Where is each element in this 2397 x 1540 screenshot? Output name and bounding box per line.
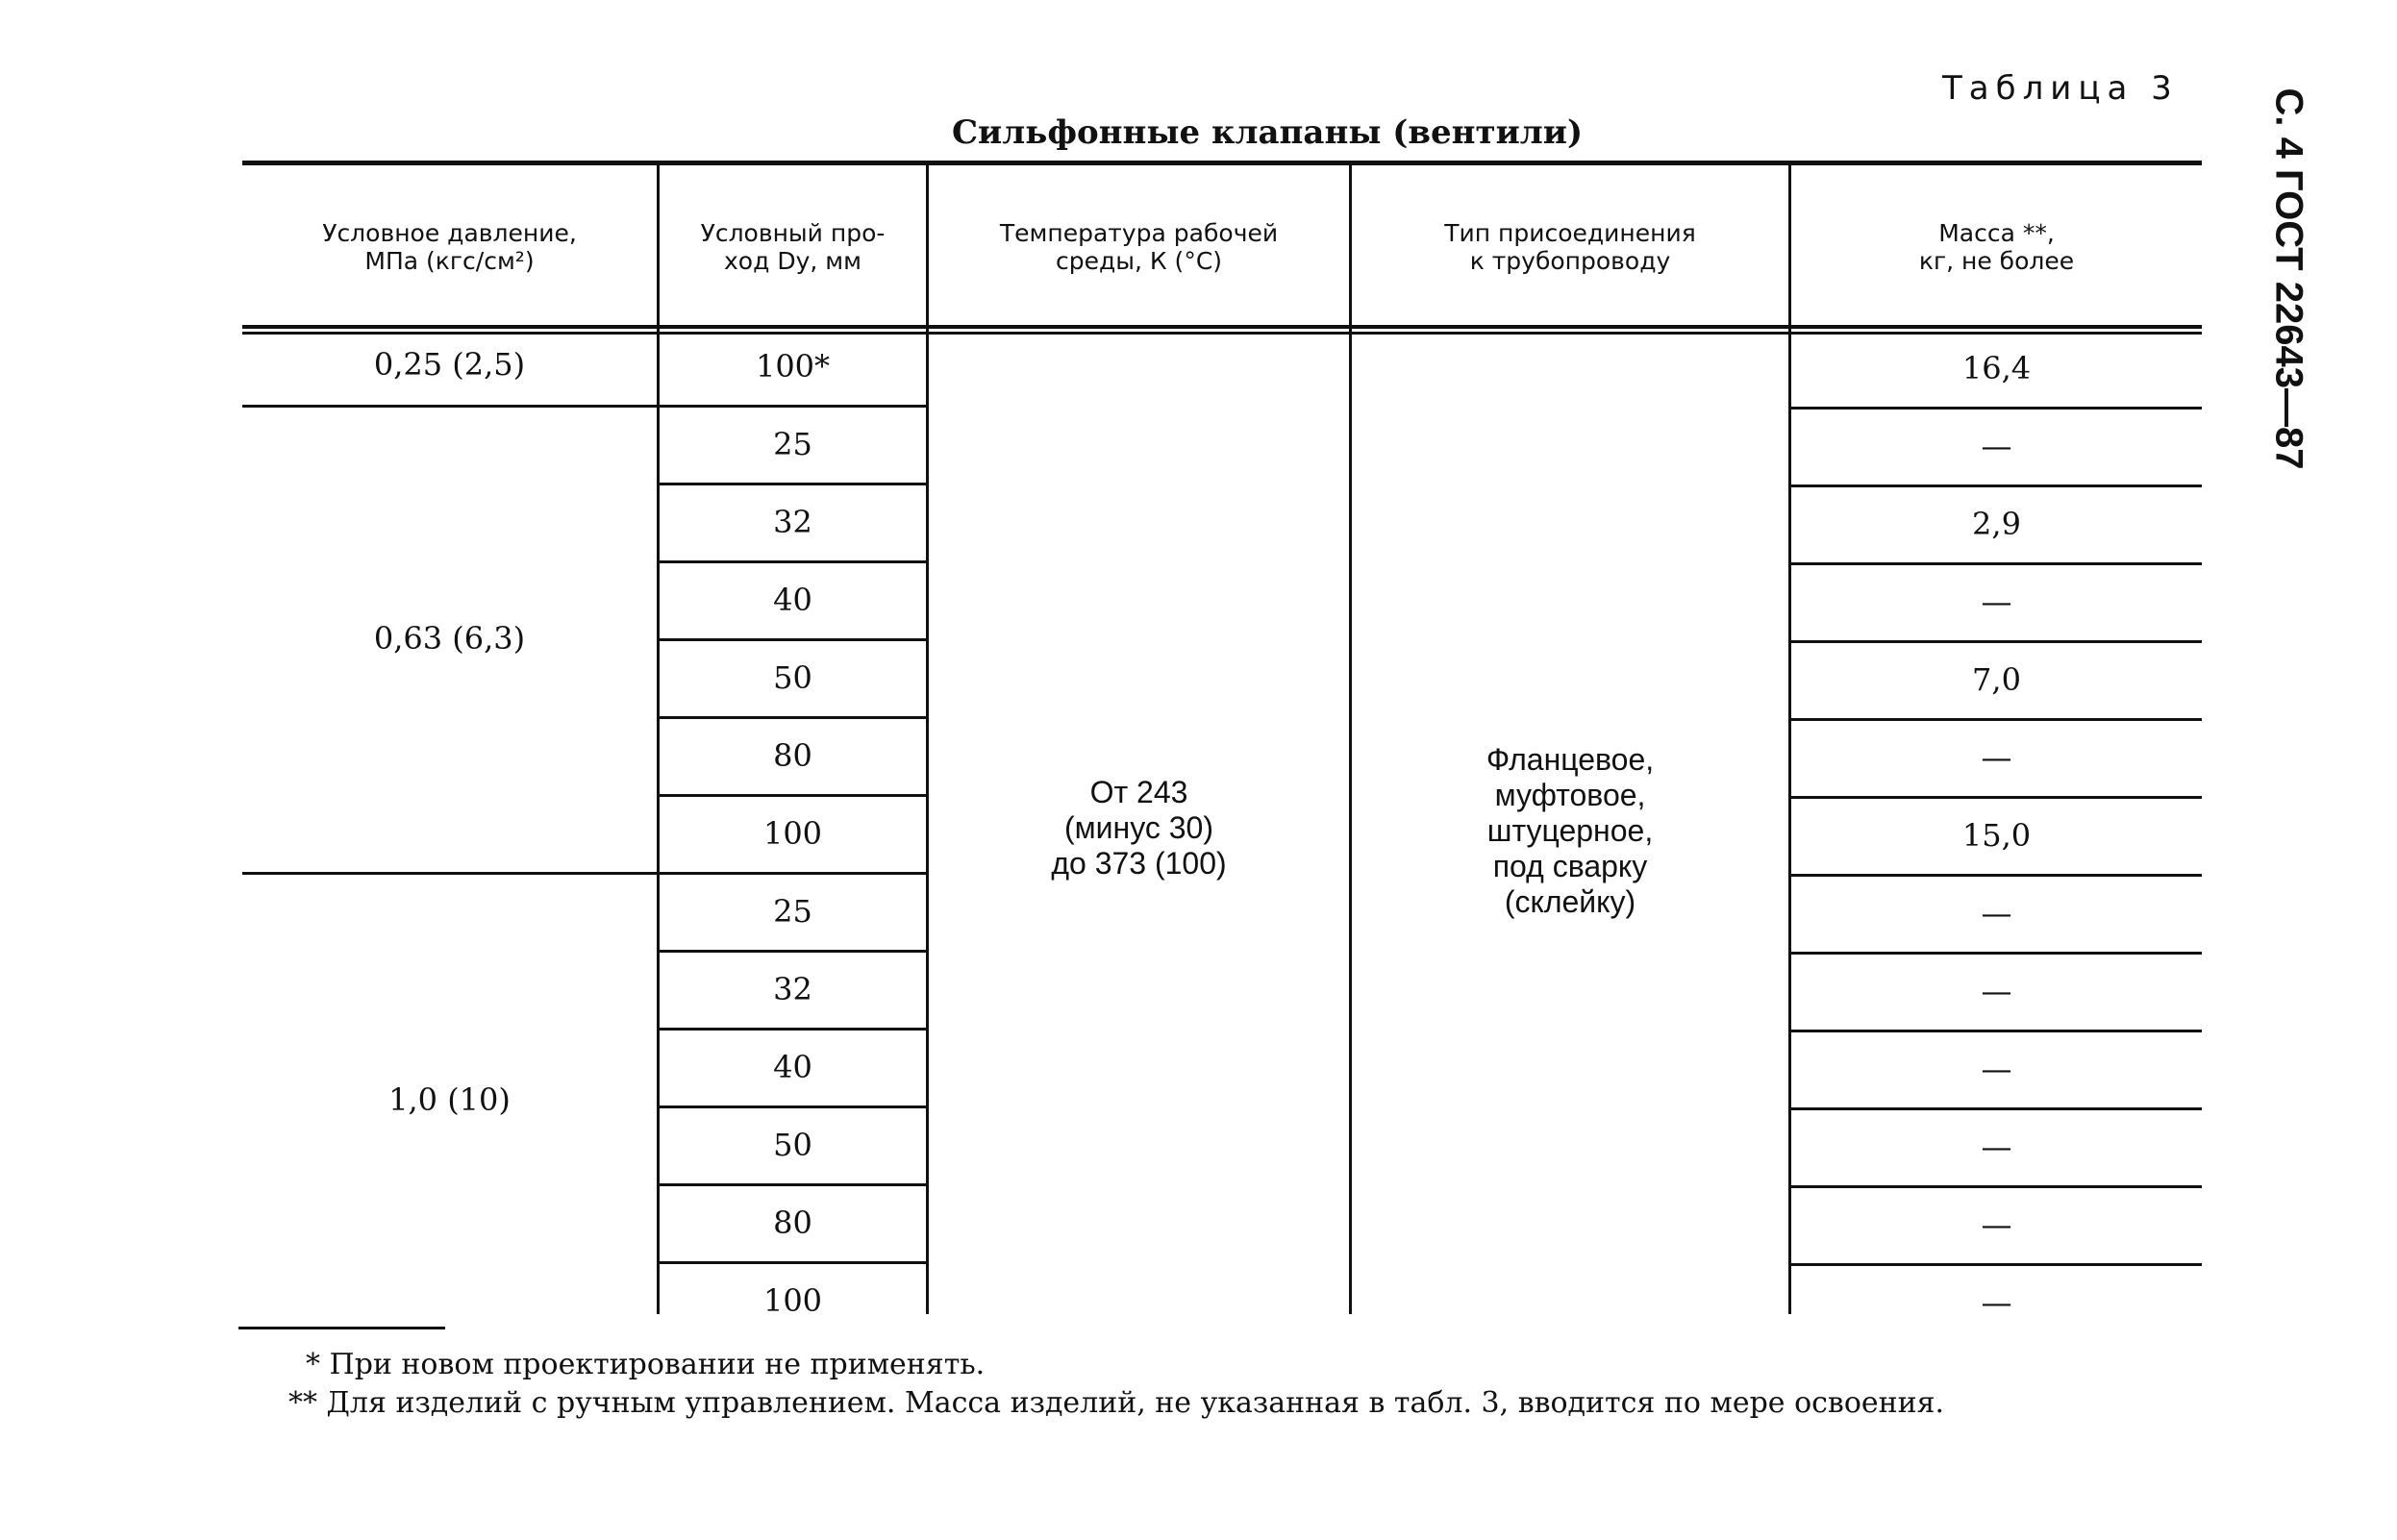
header-temperature-line: среды, К (°С)	[1055, 247, 1223, 275]
mass-cell: 15,0	[1961, 817, 2032, 854]
header-pressure-line: МПа (кгс/см²)	[364, 247, 535, 275]
header-bore	[660, 219, 926, 275]
row-divider	[660, 794, 926, 797]
row-divider	[1791, 874, 2202, 877]
row-divider	[1791, 718, 2202, 721]
header-connection	[1352, 219, 1788, 275]
footnote: * При новом проектировании не применять.	[306, 1348, 986, 1381]
mass-cell: —	[1981, 1129, 2012, 1165]
column-divider	[926, 165, 929, 1314]
row-divider	[660, 405, 926, 408]
connection-line: (склейку)	[1504, 884, 1636, 919]
bore-cell: 100	[762, 815, 823, 852]
connection-value	[1352, 742, 1788, 920]
temperature-line: От 243	[1089, 775, 1188, 809]
header-connection-line: к трубопроводу	[1469, 247, 1671, 275]
bore-cell: 80	[773, 737, 812, 774]
bore-cell: 100	[762, 1282, 823, 1319]
footnote: ** Для изделий с ручным управлением. Масса изделий, не указанная в табл. 3, вводится по мере освоения.	[288, 1386, 1945, 1420]
row-divider	[1791, 407, 2202, 410]
page-header	[2255, 77, 2322, 481]
temperature-line: (минус 30)	[1064, 810, 1213, 845]
pressure-group: 1,0 (10)	[388, 1081, 511, 1118]
bore-cell: 100*	[755, 348, 831, 385]
row-divider	[1791, 1030, 2202, 1032]
header-pressure-line: Условное давление,	[322, 219, 577, 247]
row-divider	[1791, 952, 2202, 955]
header-mass	[1791, 219, 2202, 275]
mass-cell: —	[1981, 895, 2012, 931]
row-divider	[1791, 640, 2202, 643]
temperature-line: до 373 (100)	[1051, 846, 1227, 881]
bore-cell: 40	[773, 582, 812, 618]
bore-cell: 25	[773, 426, 812, 462]
mass-cell: —	[1981, 584, 2012, 620]
page-header-text: С. 4 ГОСТ 22643—87	[2267, 87, 2310, 470]
column-divider	[1349, 165, 1352, 1314]
bore-cell: 25	[773, 893, 812, 930]
header-bore-line: ход Dу, мм	[724, 247, 861, 275]
header-connection-line: Тип присоединения	[1444, 219, 1696, 247]
row-divider	[660, 483, 926, 485]
bore-cell: 80	[773, 1205, 812, 1241]
row-divider	[660, 1261, 926, 1264]
mass-cell: —	[1981, 1206, 2012, 1243]
header-rule-1	[242, 325, 2202, 329]
top-rule	[242, 161, 2202, 165]
row-divider	[660, 560, 926, 563]
row-divider	[660, 638, 926, 641]
footnote-rule	[238, 1327, 445, 1329]
row-divider	[1791, 562, 2202, 565]
row-divider	[1791, 1185, 2202, 1188]
row-divider	[660, 872, 926, 875]
mass-cell: —	[1981, 428, 2012, 464]
bore-cell: 32	[773, 504, 812, 540]
temperature-value	[929, 775, 1349, 882]
header-temperature-line: Температура рабочей	[999, 219, 1279, 247]
bore-cell: 40	[773, 1049, 812, 1085]
group-divider	[242, 405, 657, 408]
bore-cell: 50	[773, 659, 812, 696]
connection-line: Фланцевое,	[1486, 742, 1655, 777]
pressure-group: 0,25 (2,5)	[373, 346, 526, 383]
row-divider	[660, 1183, 926, 1186]
row-divider	[1791, 1107, 2202, 1110]
pressure-group: 0,63 (6,3)	[373, 620, 526, 657]
row-divider	[660, 950, 926, 953]
group-divider	[242, 872, 657, 875]
connection-line: штуцерное,	[1486, 813, 1654, 848]
mass-cell: 2,9	[1972, 506, 2021, 542]
mass-cell: —	[1981, 1051, 2012, 1087]
row-divider	[660, 1028, 926, 1031]
header-bore-line: Условный про-	[700, 219, 886, 247]
bore-cell: 50	[773, 1127, 812, 1163]
table-label: Таблица 3	[1942, 69, 2179, 108]
row-divider	[1791, 796, 2202, 799]
header-rule-2	[242, 332, 2202, 335]
header-pressure	[242, 219, 657, 275]
header-mass-line: Масса **,	[1938, 219, 2055, 247]
table-title: Сильфонные клапаны (вентили)	[952, 113, 1584, 152]
row-divider	[660, 716, 926, 719]
header-temperature	[929, 219, 1349, 275]
row-divider	[1791, 484, 2202, 487]
connection-line: под сварку	[1492, 849, 1648, 883]
mass-cell: 7,0	[1972, 661, 2021, 698]
row-divider	[660, 1105, 926, 1108]
row-divider	[1791, 1263, 2202, 1266]
mass-cell: —	[1981, 1284, 2012, 1321]
bore-cell: 32	[773, 971, 812, 1007]
mass-cell: —	[1981, 973, 2012, 1009]
mass-cell: 16,4	[1961, 350, 2032, 386]
connection-line: муфтовое,	[1494, 778, 1646, 812]
mass-cell: —	[1981, 739, 2012, 776]
header-mass-line: кг, не более	[1918, 247, 2075, 275]
